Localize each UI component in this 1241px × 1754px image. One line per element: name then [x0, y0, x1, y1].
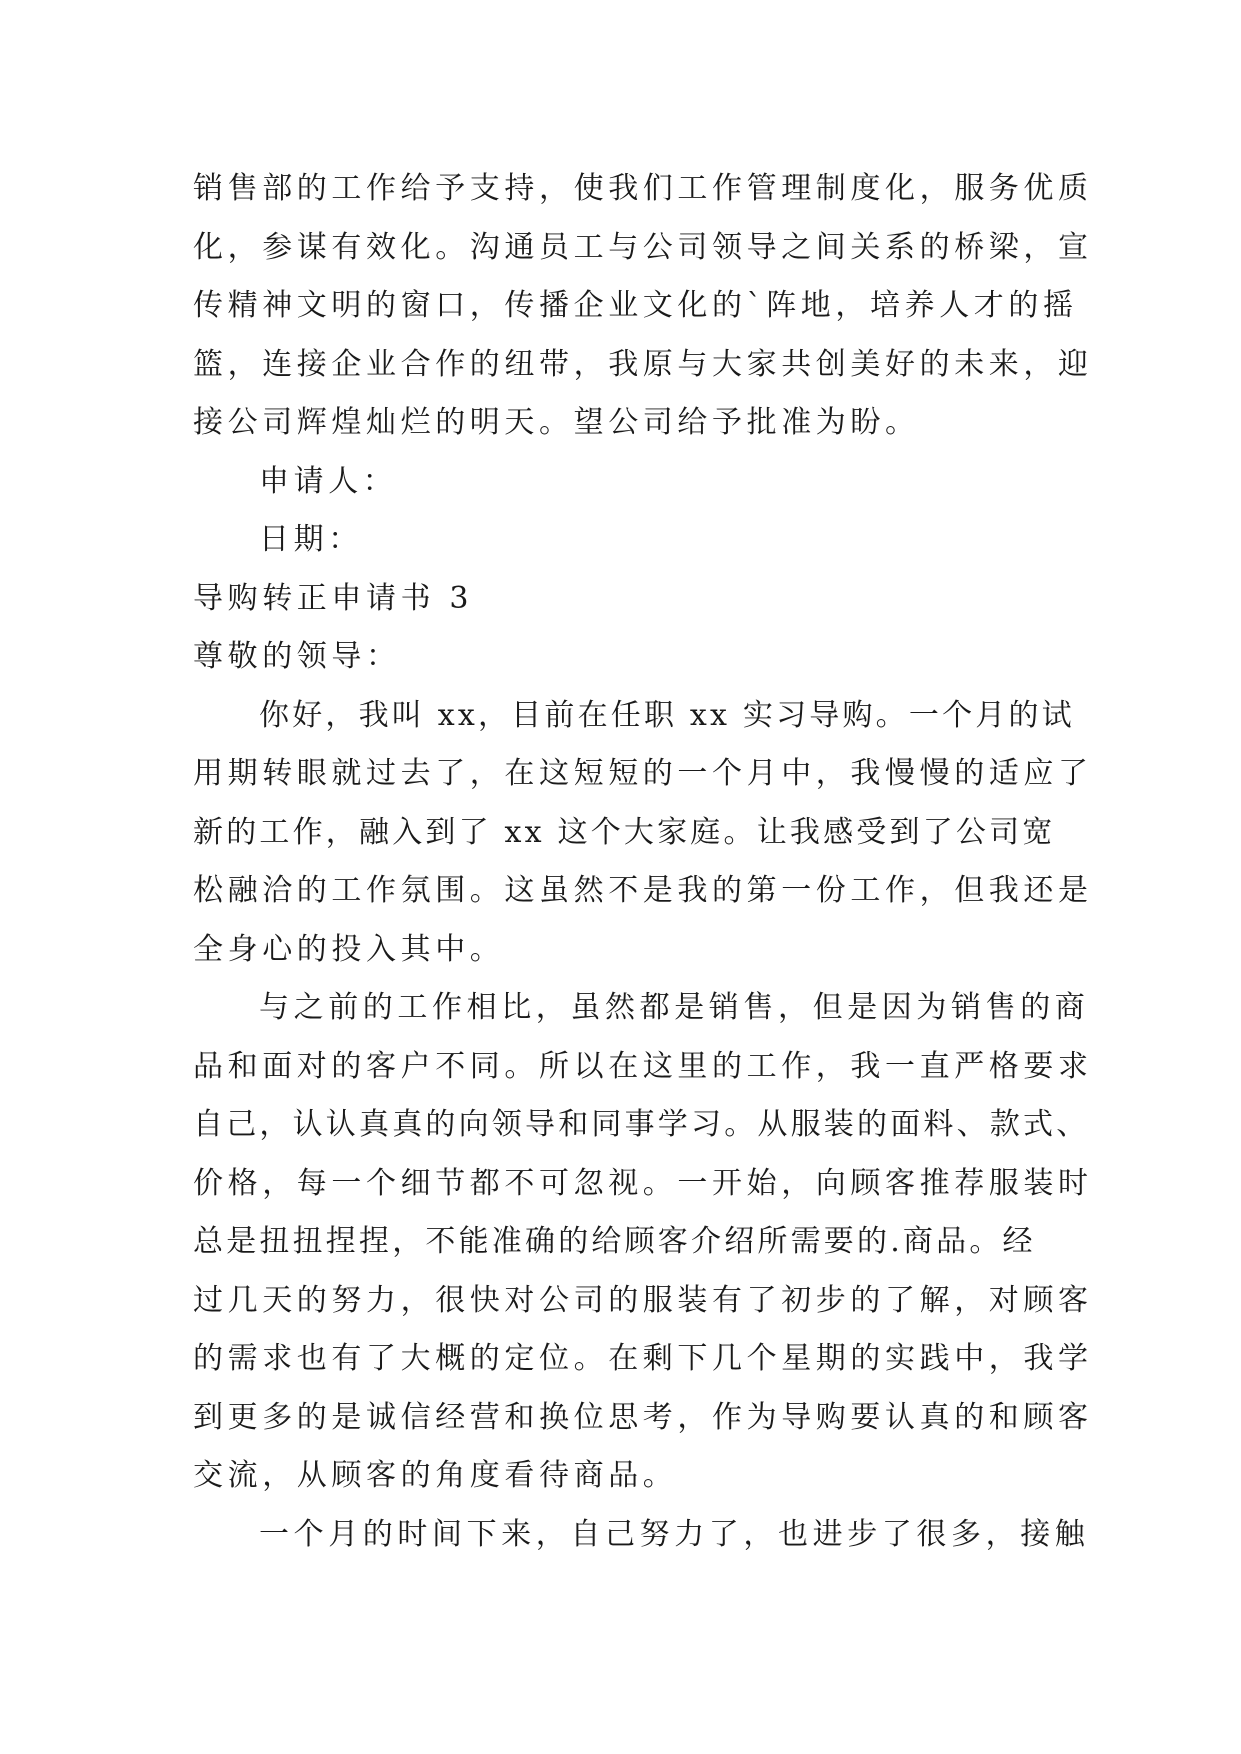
paragraph-line: 的需求也有了大概的定位。在剩下几个星期的实践中，我学 — [193, 1341, 1093, 1376]
paragraph-line: 你好，我叫 xx，目前在任职 xx 实习导购。一个月的试 — [259, 697, 1075, 733]
paragraph-line: 自己，认认真真的向领导和同事学习。从服装的面料、款式、 — [193, 1107, 1090, 1142]
applicant-label: 申请人： — [259, 463, 398, 499]
document-body — [193, 160, 1093, 1564]
paragraph-line: 与之前的工作相比，虽然都是销售，但是因为销售的商 — [259, 990, 1090, 1025]
paragraph-line: 化，参谋有效化。沟通员工与公司领导之间关系的桥梁，宣 — [193, 229, 1093, 265]
salutation: 尊敬的领导： — [193, 639, 401, 674]
paragraph-line: 交流，从顾客的角度看待商品。 — [193, 1458, 678, 1493]
date-label: 日期： — [259, 522, 363, 557]
section-title: 导购转正申请书 3 — [193, 580, 474, 616]
paragraph-line: 品和面对的客户不同。所以在这里的工作，我一直严格要求 — [193, 1048, 1093, 1084]
paragraph-line: 传精神文明的窗口，传播企业文化的`阵地，培养人才的摇 — [193, 288, 1078, 323]
paragraph-line: 篮，连接企业合作的纽带，我原与大家共创美好的未来，迎 — [193, 346, 1093, 382]
paragraph-line: 用期转眼就过去了，在这短短的一个月中，我慢慢的适应了 — [193, 756, 1093, 791]
paragraph-line: 新的工作，融入到了 xx 这个大家庭。让我感受到了公司宽 — [193, 814, 1056, 850]
paragraph-line: 过几天的努力，很快对公司的服装有了初步的了解，对顾客 — [193, 1282, 1093, 1318]
paragraph-line: 接公司辉煌灿烂的明天。望公司给予批准为盼。 — [193, 405, 920, 440]
paragraph-line: 全身心的投入其中。 — [193, 931, 505, 967]
paragraph-line: 到更多的是诚信经营和换位思考，作为导购要认真的和顾客 — [193, 1399, 1093, 1435]
paragraph-line: 销售部的工作给予支持，使我们工作管理制度化，服务优质 — [193, 171, 1093, 206]
paragraph-line: 总是扭扭捏捏，不能准确的给顾客介绍所需要的.商品。经 — [193, 1224, 1036, 1259]
paragraph-line: 价格，每一个细节都不可忽视。一开始，向顾客推荐服装时 — [193, 1165, 1093, 1201]
paragraph-line: 一个月的时间下来，自己努力了，也进步了很多，接触 — [259, 1516, 1090, 1552]
paragraph-line: 松融洽的工作氛围。这虽然不是我的第一份工作，但我还是 — [193, 873, 1093, 908]
